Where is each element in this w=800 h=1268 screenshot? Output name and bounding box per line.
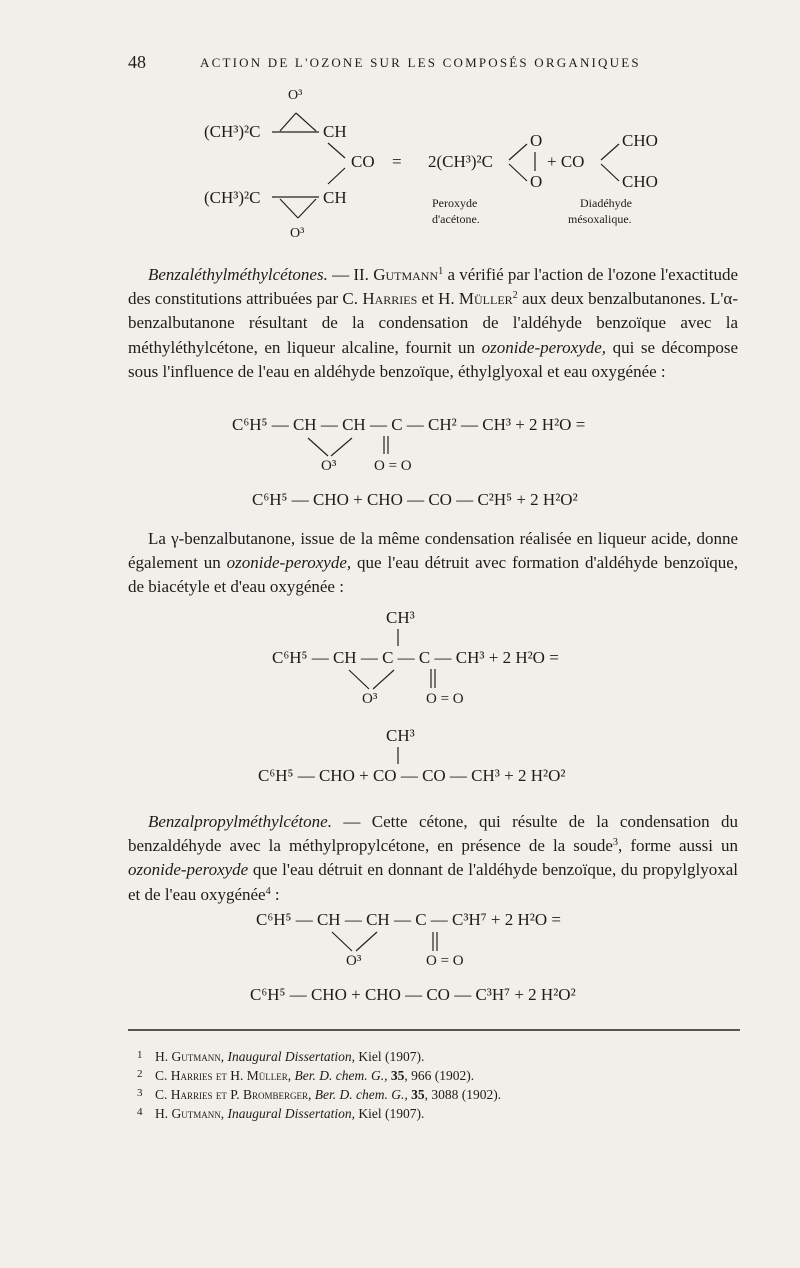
bond-line: [331, 438, 352, 456]
scheme1-o-bottom: O: [530, 172, 543, 191]
bond-line: [328, 168, 345, 184]
eq2-line1: C⁶H⁵ — CH — C — C — CH³ + 2 H²O =: [272, 648, 559, 667]
eq2-o-eq-o: O = O: [426, 691, 464, 707]
eq3-line2: C⁶H⁵ — CHO + CHO — CO — C³H⁷ + 2 H²O²: [250, 985, 576, 1004]
footnote-ref: 1: [438, 265, 444, 277]
bond-line: [280, 113, 296, 131]
eq2-ch3-top: CH³: [386, 608, 415, 627]
eq2-line2: C⁶H⁵ — CHO + CO — CO — CH³ + 2 H²O²: [258, 766, 566, 785]
bond-line: [601, 164, 619, 181]
scheme1-o3-top: O³: [288, 88, 303, 103]
scheme1-plus-co: + CO: [547, 152, 585, 171]
eq3-line1: C⁶H⁵ — CH — CH — C — C³H⁷ + 2 H²O =: [256, 910, 562, 929]
footnote-ref: 3: [612, 837, 619, 849]
bond-line: [349, 670, 369, 689]
footnote-3: 3 C. Harries et P. Bromberger, Ber. D. chem. G., 35, 3088 (1902).: [137, 1087, 502, 1102]
scheme1-left-bottom-ch: CH: [323, 188, 347, 207]
scheme1-left-bottom: (CH³)²C: [204, 188, 261, 207]
scheme1-o-top: O: [530, 131, 543, 150]
caption-peroxyde-1: Peroxyde: [432, 196, 478, 210]
page-number: 48: [128, 52, 146, 72]
bond-line: [332, 932, 352, 951]
section-title: Benzalpropylméthylcétone.: [148, 812, 332, 831]
bond-line: [509, 164, 527, 181]
section-title: Benzaléthylméthylcétones.: [148, 265, 328, 284]
bond-line: [356, 932, 377, 951]
footnote-ref: 4: [265, 885, 271, 897]
footnote-4: 4 H. Gutmann, Inaugural Dissertation, Kiel (1907).: [137, 1106, 425, 1121]
scheme1-o3-bottom: O³: [290, 226, 305, 241]
footnote-ref: 2: [512, 290, 518, 302]
eq1-o3: O³: [321, 458, 337, 474]
bond-line: [373, 670, 394, 689]
scheme1-cho-top: CHO: [622, 131, 658, 150]
author-name: Harries: [362, 289, 418, 309]
eq1-line2: C⁶H⁵ — CHO + CHO — CO — C²H⁵ + 2 H²O²: [252, 490, 578, 509]
footnote-1: 1 H. Gutmann, Inaugural Dissertation, Kiel (1907).: [137, 1049, 425, 1064]
eq1-o-eq-o: O = O: [374, 458, 412, 474]
scheme1-co: CO: [351, 152, 375, 171]
paragraph-benzalethylmethylcetones: Benzaléthylméthylcétones. — II. Gutmann$^1$ a vérifié par l'action de l'ozone l'exactitude des constitutions attribuées par C. Harries et H. Müller$^2$ aux deux benzalbutanones. L'α-benzalbutanone résultant de la condensation de l'aldéhyde benzoïque avec la méthyléthylcétone, en liqueur alcaline, fournit un ozonide-peroxyde, qui se décompose sous l'influence de l'eau en aldéhyde benzoïque, éthylglyoxal et eau oxygénée :: [128, 265, 739, 381]
term-ozonide: ozonide-peroxyde,: [481, 337, 607, 357]
paragraph-gamma-benzalbutanone: La γ-benzalbutanone, issue de la même condensation réalisée en liqueur acide, donne également un ozonide-peroxyde, que l'eau détruit avec formation d'aldéhyde benzoïque, de biacétyle et d'eau oxygénée :: [128, 529, 738, 597]
scheme1-left-top-ch: CH: [323, 122, 347, 141]
caption-dialdehyde-2: mésoxalique.: [568, 212, 632, 226]
eq3-o-eq-o: O = O: [426, 953, 464, 969]
eq3-o3: O³: [346, 953, 362, 969]
caption-peroxyde-2: d'acétone.: [432, 212, 480, 226]
term-ozonide: ozonide-peroxyde: [128, 860, 249, 880]
author-name: Gutmann: [373, 265, 439, 284]
footnote-2: 2 C. Harries et H. Müller, Ber. D. chem. G., 35, 966 (1902).: [137, 1068, 475, 1083]
eq2-o3: O³: [362, 691, 378, 707]
eq1-line1: C⁶H⁵ — CH — CH — C — CH² — CH³ + 2 H²O =: [232, 415, 586, 434]
bond-line: [296, 113, 316, 131]
eq2-ch3-mid: CH³: [386, 726, 415, 745]
term-ozonide: ozonide-peroxyde,: [226, 553, 352, 573]
bond-line: [308, 438, 328, 456]
scheme1-product: 2(CH³)²C: [428, 152, 493, 171]
scheme1-left-top: (CH³)²C: [204, 122, 261, 141]
scheme1-equals: =: [392, 152, 402, 171]
scheme1-cho-bottom: CHO: [622, 172, 658, 191]
bond-line: [509, 144, 527, 160]
bond-line: [298, 199, 316, 218]
running-title: ACTION DE L'OZONE SUR LES COMPOSÉS ORGANIQUES: [200, 55, 641, 70]
bond-line: [328, 143, 345, 158]
bond-line: [280, 199, 298, 218]
bond-line: [601, 144, 619, 160]
author-name: Müller: [458, 289, 513, 309]
paragraph-benzalpropylmethylcetone: Benzalpropylméthylcétone. — Cette cétone, qui résulte de la condensation du benzaldéhyde avec la méthylpropylcétone, en présence de la soude$^3$, forme aussi un ozonide-peroxyde que l'eau détruit en donnant de l'aldéhyde benzoïque, du propylglyoxal et de l'eau oxygénée$^4$ :: [128, 812, 738, 904]
caption-dialdehyde-1: Diadéhyde: [580, 196, 632, 210]
